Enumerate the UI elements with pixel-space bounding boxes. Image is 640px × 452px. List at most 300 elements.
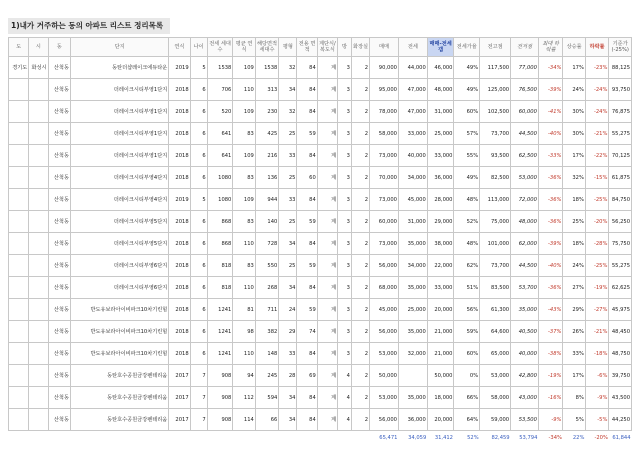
table-cell: 55%: [454, 145, 480, 167]
table-cell: 21,000: [427, 321, 454, 343]
table-cell: 계: [317, 211, 337, 233]
table-cell: 산척동: [48, 387, 70, 409]
table-cell: 30%: [563, 123, 585, 145]
table-cell: 944: [255, 189, 279, 211]
table-cell: 계: [317, 57, 337, 79]
table-cell: 65,000: [480, 343, 511, 365]
table-cell: 산척동: [48, 101, 70, 123]
table-cell: 17%: [563, 365, 585, 387]
table-cell: 62,000: [511, 233, 539, 255]
summary-spacer: [207, 431, 233, 446]
table-cell: 34: [279, 387, 297, 409]
table-cell: 2: [351, 233, 369, 255]
table-cell: [29, 277, 48, 299]
table-cell: 95,000: [370, 79, 399, 101]
table-cell: -18%: [585, 343, 609, 365]
table-cell: [29, 299, 48, 321]
table-cell: 0%: [454, 365, 480, 387]
table-cell: 6: [190, 299, 207, 321]
table-cell: [9, 189, 29, 211]
table-cell: 84: [297, 101, 317, 123]
table-cell: 48,000: [427, 79, 454, 101]
table-cell: 56,000: [370, 409, 399, 431]
table-cell: 산척동: [48, 255, 70, 277]
table-cell: 83,500: [480, 277, 511, 299]
table-cell: 81: [233, 299, 255, 321]
sheet-title: 1)내가 거주하는 동의 아파트 리스트 정리목록: [8, 18, 170, 34]
table-cell: 더레이크시티부영1단지: [70, 123, 168, 145]
table-row: [9, 277, 632, 299]
table-cell: [9, 343, 29, 365]
table-cell: 83: [233, 167, 255, 189]
table-cell: 49%: [454, 79, 480, 101]
table-cell: 6: [190, 145, 207, 167]
table-cell: -27%: [585, 299, 609, 321]
table-cell: 4: [338, 409, 352, 431]
table-cell: 35,000: [398, 277, 427, 299]
column-header: 평형: [279, 38, 297, 57]
table-cell: 산척동: [48, 277, 70, 299]
table-cell: 36,000: [398, 409, 427, 431]
summary-spacer: [338, 431, 352, 446]
table-cell: 29,000: [427, 211, 454, 233]
table-cell: 2: [351, 299, 369, 321]
table-cell: 18%: [563, 233, 585, 255]
table-cell: [9, 365, 29, 387]
table-cell: [398, 365, 427, 387]
table-cell: 동탄더샵레이크에듀타운: [70, 57, 168, 79]
table-cell: 42,800: [511, 365, 539, 387]
table-cell: 50,000: [370, 365, 399, 387]
table-cell: 48,000: [511, 211, 539, 233]
table-cell: 반도유보라아이비파크10차기린힐: [70, 343, 168, 365]
column-header: 시: [29, 38, 48, 57]
table-cell: 84: [297, 343, 317, 365]
table-cell: 868: [207, 211, 233, 233]
table-cell: 6: [190, 123, 207, 145]
table-cell: -16%: [538, 387, 563, 409]
table-cell: 68,000: [370, 277, 399, 299]
table-cell: 산척동: [48, 57, 70, 79]
table-cell: 2: [351, 365, 369, 387]
table-cell: 2017: [169, 365, 190, 387]
table-cell: 계: [317, 79, 337, 101]
table-cell: 산척동: [48, 211, 70, 233]
table-cell: 55,275: [609, 255, 632, 277]
table-cell: 25: [279, 255, 297, 277]
table-cell: 계: [317, 145, 337, 167]
table-cell: 24%: [563, 79, 585, 101]
table-cell: 38,000: [427, 233, 454, 255]
summary-spacer: [48, 431, 70, 446]
table-row: [9, 233, 632, 255]
table-cell: 2: [351, 167, 369, 189]
table-cell: 더레이크시티부영5단지: [70, 233, 168, 255]
table-cell: 40,500: [511, 321, 539, 343]
table-cell: -23%: [585, 57, 609, 79]
table-cell: 계: [317, 123, 337, 145]
table-cell: 550: [255, 255, 279, 277]
summary-spacer: [70, 431, 168, 446]
summary-spacer: [29, 431, 48, 446]
table-cell: -6%: [585, 365, 609, 387]
table-cell: -38%: [538, 343, 563, 365]
table-cell: 계: [317, 255, 337, 277]
table-cell: 59,000: [480, 409, 511, 431]
table-cell: 더레이크시티부영6단지: [70, 277, 168, 299]
table-cell: 594: [255, 387, 279, 409]
table-cell: [9, 255, 29, 277]
table-cell: [29, 101, 48, 123]
table-cell: -36%: [538, 189, 563, 211]
table-cell: 230: [255, 101, 279, 123]
table-cell: 2: [351, 79, 369, 101]
table-cell: 101,000: [480, 233, 511, 255]
table-cell: 818: [207, 255, 233, 277]
table-cell: -9%: [585, 387, 609, 409]
table-body: [9, 57, 632, 446]
table-cell: 반도유보라아이비파크10차기린힐: [70, 299, 168, 321]
table-cell: -39%: [538, 79, 563, 101]
summary-row: [9, 431, 632, 446]
table-cell: 25,000: [427, 123, 454, 145]
table-cell: 60,000: [511, 101, 539, 123]
table-cell: 69: [297, 365, 317, 387]
table-cell: 산척동: [48, 365, 70, 387]
table-cell: -40%: [538, 255, 563, 277]
table-cell: 1538: [255, 57, 279, 79]
table-cell: 3: [338, 79, 352, 101]
table-cell: 382: [255, 321, 279, 343]
table-cell: 2: [351, 343, 369, 365]
table-cell: 2: [351, 189, 369, 211]
table-cell: 2018: [169, 101, 190, 123]
table-cell: 33: [279, 145, 297, 167]
table-cell: 56,000: [370, 255, 399, 277]
table-cell: -9%: [538, 409, 563, 431]
table-cell: 62,625: [609, 277, 632, 299]
table-cell: 2: [351, 387, 369, 409]
table-cell: 93,500: [480, 145, 511, 167]
table-cell: 39,750: [609, 365, 632, 387]
summary-cell: 52%: [467, 435, 479, 441]
table-cell: 3: [338, 189, 352, 211]
table-cell: 49%: [454, 57, 480, 79]
table-cell: 60: [297, 167, 317, 189]
table-cell: [29, 79, 48, 101]
table-cell: 56%: [454, 299, 480, 321]
table-cell: 75,000: [480, 211, 511, 233]
column-header: 전고점: [480, 38, 511, 57]
table-cell: [29, 189, 48, 211]
table-cell: 76,875: [609, 101, 632, 123]
table-cell: 520: [207, 101, 233, 123]
table-cell: 더레이크시티부영4단지: [70, 189, 168, 211]
table-cell: 57%: [454, 123, 480, 145]
table-row: [9, 145, 632, 167]
table-row: [9, 299, 632, 321]
table-cell: 2: [351, 255, 369, 277]
table-cell: 2017: [169, 387, 190, 409]
table-cell: -37%: [538, 321, 563, 343]
table-cell: 25%: [563, 211, 585, 233]
table-cell: 268: [255, 277, 279, 299]
table-cell: 35,000: [398, 387, 427, 409]
table-cell: 47,000: [398, 79, 427, 101]
table-cell: 3: [338, 343, 352, 365]
table-cell: 48,450: [609, 321, 632, 343]
table-cell: 산척동: [48, 233, 70, 255]
table-cell: -36%: [538, 211, 563, 233]
table-cell: -25%: [585, 189, 609, 211]
table-cell: 66: [255, 409, 279, 431]
table-cell: 더레이크시티부영1단지: [70, 101, 168, 123]
table-cell: 6: [190, 321, 207, 343]
table-cell: 6: [190, 101, 207, 123]
table-cell: -24%: [585, 101, 609, 123]
table-cell: 148: [255, 343, 279, 365]
table-cell: 계: [317, 233, 337, 255]
table-cell: -40%: [538, 123, 563, 145]
table-cell: 109: [233, 145, 255, 167]
table-cell: 31,000: [427, 101, 454, 123]
table-cell: -21%: [585, 321, 609, 343]
table-cell: 706: [207, 79, 233, 101]
column-header: 최대 하락률: [538, 38, 563, 57]
table-cell: [29, 387, 48, 409]
table-cell: 3: [338, 255, 352, 277]
table-row: [9, 189, 632, 211]
table-cell: 84: [297, 233, 317, 255]
table-cell: 32: [279, 57, 297, 79]
column-header: 계단식/복도식: [317, 38, 337, 57]
table-cell: 58,000: [370, 123, 399, 145]
column-header: 전세가율: [454, 38, 480, 57]
table-cell: 산척동: [48, 145, 70, 167]
table-cell: 계: [317, 101, 337, 123]
summary-cell: -20%: [594, 435, 608, 441]
table-cell: 73,000: [370, 189, 399, 211]
table-cell: 3: [338, 321, 352, 343]
table-cell: 35,000: [398, 233, 427, 255]
table-cell: 59: [297, 299, 317, 321]
table-cell: 84: [297, 387, 317, 409]
table-cell: 26%: [563, 321, 585, 343]
column-header: 동: [48, 38, 70, 57]
table-cell: 2018: [169, 255, 190, 277]
table-cell: 868: [207, 233, 233, 255]
table-cell: 동탄호수공원금강펜테리움: [70, 409, 168, 431]
table-cell: 641: [207, 123, 233, 145]
header-row: [9, 38, 632, 57]
table-cell: 2018: [169, 145, 190, 167]
table-cell: 6: [190, 167, 207, 189]
table-cell: 3: [338, 299, 352, 321]
table-cell: 3: [338, 57, 352, 79]
table-cell: 18%: [563, 189, 585, 211]
table-cell: 1080: [207, 189, 233, 211]
table-row: [9, 123, 632, 145]
table-row: [9, 343, 632, 365]
table-cell: 641: [207, 145, 233, 167]
table-cell: -15%: [585, 167, 609, 189]
table-cell: 59: [297, 123, 317, 145]
table-cell: 818: [207, 277, 233, 299]
table-cell: 45,000: [370, 299, 399, 321]
table-cell: 34,000: [398, 255, 427, 277]
table-cell: 6: [190, 255, 207, 277]
table-cell: 59: [297, 255, 317, 277]
table-cell: 28: [279, 365, 297, 387]
table-cell: 61,875: [609, 167, 632, 189]
table-cell: 2: [351, 321, 369, 343]
table-cell: [9, 79, 29, 101]
table-cell: 70,125: [609, 145, 632, 167]
table-cell: 36,000: [427, 167, 454, 189]
table-cell: -21%: [585, 123, 609, 145]
table-cell: [29, 409, 48, 431]
apartment-table: [8, 37, 632, 445]
table-cell: 31,000: [398, 211, 427, 233]
column-header: 단지: [70, 38, 168, 57]
table-cell: 3: [338, 233, 352, 255]
table-cell: 29: [279, 321, 297, 343]
table-cell: 48,750: [609, 343, 632, 365]
table-cell: [29, 145, 48, 167]
table-cell: 93,750: [609, 79, 632, 101]
table-cell: 40,000: [398, 145, 427, 167]
table-cell: [29, 167, 48, 189]
table-cell: 계: [317, 299, 337, 321]
table-cell: 6: [190, 343, 207, 365]
table-cell: 계: [317, 189, 337, 211]
table-cell: 110: [233, 343, 255, 365]
table-cell: 109: [233, 57, 255, 79]
summary-spacer: [233, 431, 255, 446]
table-cell: 728: [255, 233, 279, 255]
table-cell: 산척동: [48, 123, 70, 145]
summary-cell: -34%: [548, 435, 562, 441]
table-cell: [9, 233, 29, 255]
table-cell: 더레이크시티부영6단지: [70, 255, 168, 277]
table-cell: 화성시: [29, 57, 48, 79]
table-cell: 2018: [169, 79, 190, 101]
table-cell: 17%: [563, 57, 585, 79]
table-cell: 43,000: [511, 387, 539, 409]
table-cell: 33,000: [427, 277, 454, 299]
table-cell: 64,600: [480, 321, 511, 343]
table-cell: 1080: [207, 167, 233, 189]
table-cell: 60%: [454, 101, 480, 123]
table-cell: 2: [351, 57, 369, 79]
table-cell: -5%: [585, 409, 609, 431]
table-cell: 46,000: [427, 57, 454, 79]
table-row: [9, 321, 632, 343]
table-cell: 72,000: [511, 189, 539, 211]
table-cell: 52%: [454, 211, 480, 233]
table-cell: 83: [233, 255, 255, 277]
table-cell: 계: [317, 365, 337, 387]
table-cell: [9, 167, 29, 189]
table-cell: 84: [297, 145, 317, 167]
table-cell: 47,000: [398, 101, 427, 123]
column-header: 전저점: [511, 38, 539, 57]
table-cell: 50,000: [427, 365, 454, 387]
table-cell: 908: [207, 365, 233, 387]
table-cell: [9, 321, 29, 343]
table-cell: [9, 299, 29, 321]
table-cell: 2: [351, 277, 369, 299]
table-cell: 74: [297, 321, 317, 343]
table-cell: 216: [255, 145, 279, 167]
table-cell: 5: [190, 189, 207, 211]
table-cell: -36%: [538, 167, 563, 189]
table-cell: 4: [338, 365, 352, 387]
column-header: 기준가 (-25%): [609, 38, 632, 57]
table-cell: 계: [317, 409, 337, 431]
summary-cell: 31,412: [434, 435, 453, 441]
column-header: 연식: [169, 38, 190, 57]
table-row: [9, 79, 632, 101]
table-cell: 117,500: [480, 57, 511, 79]
column-header: 하락률: [585, 38, 609, 57]
column-header: 전세: [398, 38, 427, 57]
table-cell: [9, 145, 29, 167]
table-cell: 5%: [563, 409, 585, 431]
table-cell: 55,275: [609, 123, 632, 145]
table-cell: 77,000: [511, 57, 539, 79]
table-row: [9, 101, 632, 123]
table-cell: 계: [317, 387, 337, 409]
summary-cell: 53,794: [519, 435, 538, 441]
table-cell: 90,000: [370, 57, 399, 79]
table-cell: 2017: [169, 409, 190, 431]
table-cell: 3: [338, 123, 352, 145]
column-header: 매매-전세 갭: [427, 38, 454, 57]
table-cell: 84: [297, 79, 317, 101]
summary-cell: 82,459: [491, 435, 510, 441]
table-cell: [29, 343, 48, 365]
table-cell: 75,750: [609, 233, 632, 255]
table-cell: 25: [279, 211, 297, 233]
column-header: 방: [338, 38, 352, 57]
table-cell: 56,250: [609, 211, 632, 233]
table-cell: 245: [255, 365, 279, 387]
table-cell: 산척동: [48, 79, 70, 101]
table-cell: 25: [279, 123, 297, 145]
table-cell: 60,000: [370, 211, 399, 233]
table-cell: 109: [233, 101, 255, 123]
table-cell: -24%: [585, 79, 609, 101]
table-cell: [9, 409, 29, 431]
table-cell: 113,000: [480, 189, 511, 211]
table-cell: 더레이크시티부영1단지: [70, 145, 168, 167]
table-cell: 33: [279, 343, 297, 365]
table-cell: 98: [233, 321, 255, 343]
table-cell: 2018: [169, 167, 190, 189]
table-cell: 73,000: [370, 145, 399, 167]
table-cell: 425: [255, 123, 279, 145]
table-cell: 28,000: [427, 189, 454, 211]
table-cell: 82,500: [480, 167, 511, 189]
table-cell: 53,000: [370, 387, 399, 409]
summary-spacer: [317, 431, 337, 446]
table-cell: -39%: [538, 233, 563, 255]
table-row: [9, 365, 632, 387]
table-cell: 64%: [454, 409, 480, 431]
table-cell: 동탄호수공원금강펜테리움: [70, 365, 168, 387]
table-cell: 24: [279, 299, 297, 321]
